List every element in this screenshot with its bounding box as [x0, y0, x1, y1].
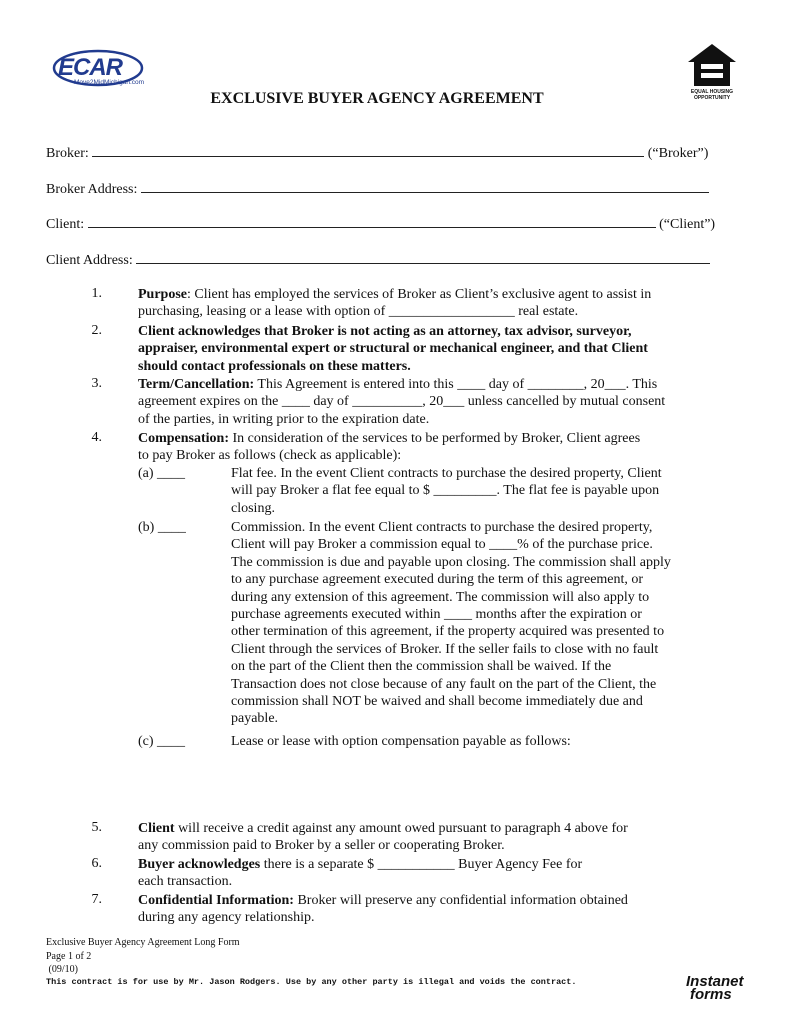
equal-housing-caption-2: OPPORTUNITY — [693, 95, 731, 101]
client-suffix: (“Client”) — [659, 217, 716, 232]
broker-address-field[interactable] — [141, 179, 709, 193]
item-buyer-fee: Buyer acknowledges there is a separate $ ___________ Buyer Agency Fee for each transaction. — [138, 857, 583, 890]
instanet-logo-text: Instanet — [686, 973, 744, 990]
option-c-label[interactable]: (c) ____ — [138, 734, 186, 749]
client-label: Client: — [46, 217, 85, 232]
instanet-logo — [686, 975, 744, 1001]
option-b-label[interactable]: (b) ____ — [138, 520, 186, 535]
item-number: 1. — [91, 286, 102, 301]
item-compensation: Compensation: In consideration of the services to be performed by Broker, Client agrees to pay Broker as follows (check as applicable): — [138, 431, 641, 464]
option-c-text: Lease or lease with option compensation payable as follows: — [231, 734, 571, 749]
broker-suffix: (“Broker”) — [647, 146, 709, 161]
item-confidential: Confidential Information: Broker will preserve any confidential information obtained during any agency relationship. — [138, 893, 628, 926]
footer-page: Page 1 of 2 — [46, 951, 92, 962]
compensation-heading: Compensation: — [138, 431, 230, 446]
client-heading: Client — [138, 821, 175, 836]
option-a-text: Flat fee. In the event Client contracts to purchase the desired property, Client will pay Broker a flat fee equal to $ _________. The flat fee is payable upon closing. — [231, 466, 662, 516]
ecar-logo-subtext: Move2MidMichigan.com — [74, 79, 145, 86]
client-address-label: Client Address: — [46, 253, 133, 268]
broker-label: Broker: — [46, 146, 89, 161]
client-address-field[interactable] — [136, 250, 710, 264]
term-heading: Term/Cancellation: — [138, 377, 255, 392]
footer-revision: (09/10) — [46, 964, 78, 975]
ecar-logo — [52, 48, 152, 90]
client-field[interactable] — [88, 214, 656, 228]
ecar-logo-text: ECAR — [58, 54, 123, 81]
buyer-heading: Buyer acknowledges — [138, 857, 261, 872]
item-number: 7. — [91, 892, 102, 907]
item-number: 2. — [91, 323, 102, 338]
purpose-heading: Purpose — [138, 287, 187, 302]
item-purpose: Purpose: Client has employed the services of Broker as Client’s exclusive agent to assist in purchasing, leasing or a lease with option of __________________ real estate. — [138, 287, 652, 320]
house-icon — [684, 42, 740, 88]
broker-field[interactable] — [92, 143, 644, 157]
broker-row — [46, 143, 708, 162]
instanet-logo-sub: forms — [690, 986, 732, 1003]
item-acknowledgement: Client acknowledges that Broker is not acting as an attorney, tax advisor, surveyor, appraiser, environmental expert or structural or mechanical engineer, and that Client should contact professionals on these matters. — [138, 324, 648, 374]
client-row — [46, 214, 715, 233]
client-address-row — [46, 250, 710, 269]
confidential-heading: Confidential Information: — [138, 893, 294, 908]
item-number: 6. — [91, 856, 102, 871]
broker-address-row — [46, 179, 709, 198]
document-title: EXCLUSIVE BUYER AGENCY AGREEMENT — [210, 90, 544, 107]
item-number: 3. — [91, 376, 102, 391]
item-number: 5. — [91, 820, 102, 835]
footer-form-name: Exclusive Buyer Agency Agreement Long Form — [46, 937, 240, 948]
option-a-label[interactable]: (a) ____ — [138, 466, 186, 481]
item-number: 4. — [91, 430, 102, 445]
equal-housing-caption-1: EQUAL HOUSING — [690, 89, 734, 95]
item-credit: Client will receive a credit against any amount owed pursuant to paragraph 4 above for any commission paid to Broker by a seller or cooperating Broker. — [138, 821, 628, 854]
footer-notice: This contract is for use by Mr. Jason Rodgers. Use by any other party is illegal and voids the contract. — [46, 977, 577, 987]
option-b-text: Commission. In the event Client contracts to purchase the desired property, Client will pay Broker a commission equal to ____% of the purchase price. The commission is due and payable upon closing. The commission shall apply to any purchase agreement executed during the term of this agreement, or during any extension of this agreement. The commission will also apply to purchase agreements executed within ____ months after the expiration or other termination of this agreement, if the property acquired was presented to Client through the services of Broker. If the seller fails to close with no fault on the part of the Client then the commission shall be waived. If the Transaction does not close because of any fault on the part of the Client, the commission shall NOT be waived and shall become immediately due and payable. — [231, 520, 671, 727]
item-term: Term/Cancellation: This Agreement is entered into this ____ day of ________, 20___. This agreement expires on the ____ day of __________, 20___ unless cancelled by mutual consent of the parties, in writing prior to the expiration date. — [138, 377, 666, 427]
broker-address-label: Broker Address: — [46, 182, 138, 197]
